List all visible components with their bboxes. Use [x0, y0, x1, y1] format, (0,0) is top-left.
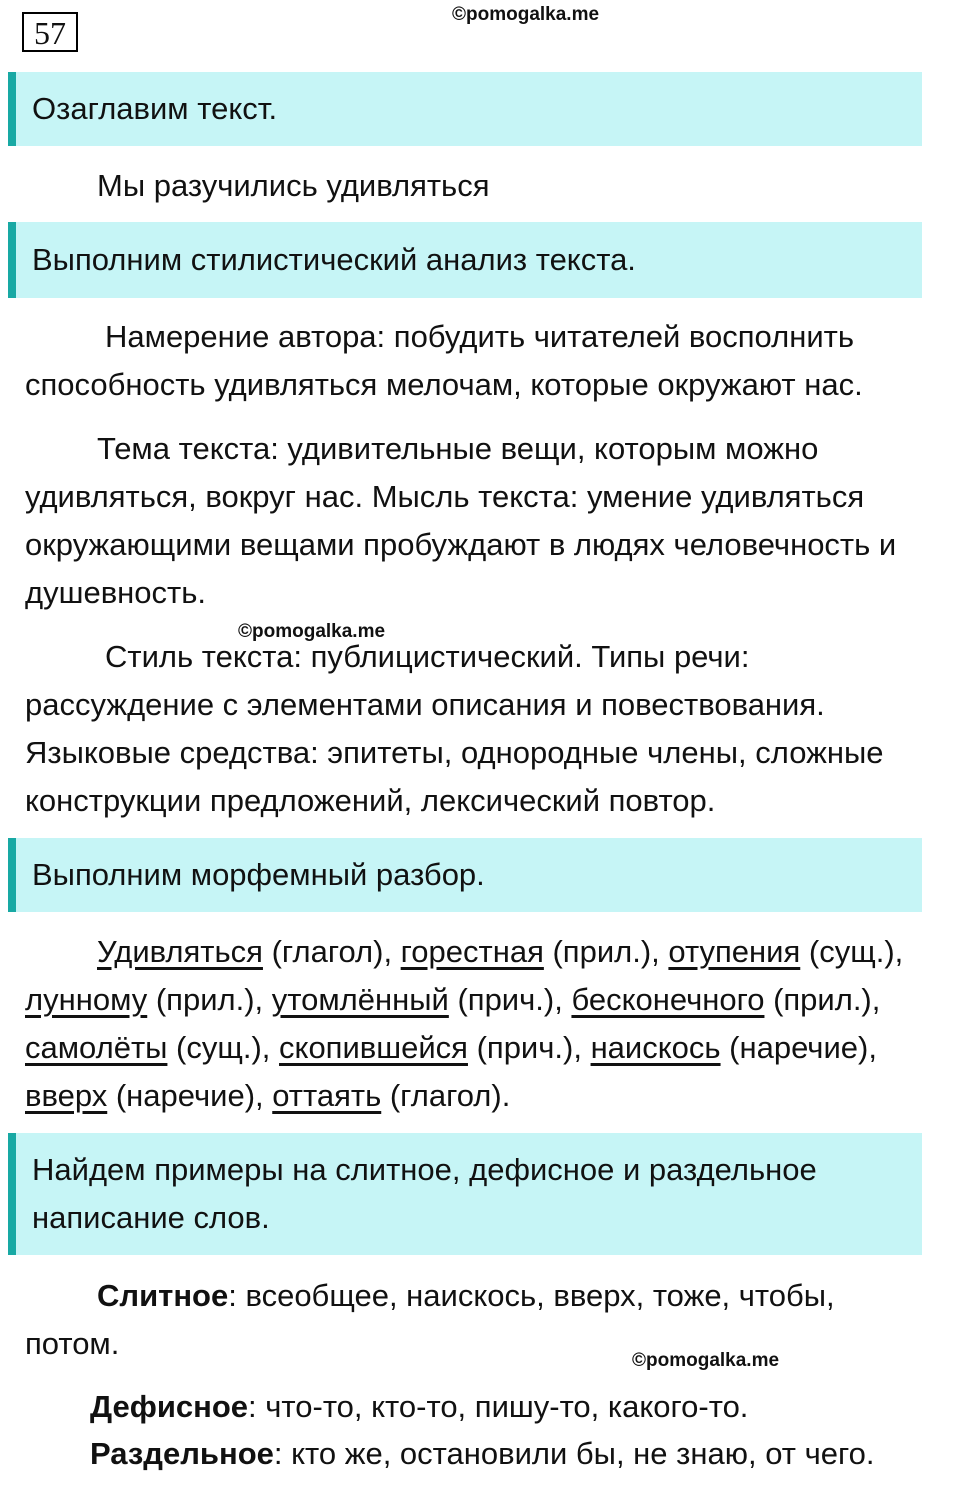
- spelling-merged: [25, 1272, 935, 1368]
- separate-text: : кто же, остановили бы, не знаю, от чего.: [273, 1436, 875, 1471]
- merged-label: Слитное: [97, 1278, 229, 1313]
- watermark-middle: ©pomogalka.me: [238, 621, 386, 642]
- exercise-number: 57: [22, 12, 78, 52]
- heading-spelling-text: Найдем примеры на слитное, дефисное и раздельное написание слов.: [32, 1152, 817, 1235]
- part-of-speech: (сущ.),: [800, 934, 904, 969]
- morpheme-word: скопившейся: [279, 1030, 468, 1065]
- heading-title-text: Озаглавим текст.: [32, 91, 278, 126]
- part-of-speech: (глагол),: [262, 934, 401, 969]
- morpheme-list: [25, 928, 935, 1120]
- morpheme-word: оттаять: [272, 1078, 382, 1113]
- heading-style-analysis-text: Выполним стилистический анализ текста.: [32, 242, 636, 277]
- morpheme-word: бесконечного: [571, 982, 765, 1017]
- merged-text: : всеобщее, наискось, вверх, тоже, чтобы, потом.: [25, 1278, 835, 1361]
- watermark-bottom: ©pomogalka.me: [632, 1350, 780, 1371]
- part-of-speech: (наречие),: [107, 1078, 273, 1113]
- part-of-speech: (прил.),: [543, 934, 669, 969]
- spelling-hyphen: [90, 1383, 940, 1431]
- morpheme-word: лунному: [25, 982, 148, 1017]
- morpheme-word: самолёты: [25, 1030, 168, 1065]
- morpheme-word: наискось: [590, 1030, 721, 1065]
- part-of-speech: (прич.),: [467, 1030, 591, 1065]
- part-of-speech: (глагол).: [381, 1078, 511, 1113]
- morpheme-word: горестная: [400, 934, 544, 969]
- heading-morpheme-text: Выполним морфемный разбор.: [32, 857, 485, 892]
- title-answer: Мы разучились удивляться: [97, 168, 490, 203]
- hyphen-text: : что-то, кто-то, пишу-то, какого-то.: [248, 1389, 749, 1424]
- part-of-speech: (наречие),: [720, 1030, 877, 1065]
- separate-label: Раздельное: [90, 1436, 274, 1471]
- heading-title: [8, 72, 922, 146]
- part-of-speech: (сущ.),: [167, 1030, 280, 1065]
- heading-spelling: [8, 1133, 922, 1255]
- morpheme-word: вверх: [25, 1078, 108, 1113]
- spelling-separate: [90, 1430, 940, 1478]
- morpheme-word: отупения: [668, 934, 801, 969]
- hyphen-label: Дефисное: [90, 1389, 249, 1424]
- paragraph-theme: Тема текста: удивительные вещи, которым можно удивляться, вокруг нас. Мысль текста: умение удивляться окружающими вещами пробуждают в людях человечность и душевность.: [25, 431, 897, 610]
- watermark-top: ©pomogalka.me: [452, 4, 600, 25]
- morpheme-word: утомлённый: [271, 982, 449, 1017]
- morpheme-word: Удивляться: [97, 934, 263, 969]
- part-of-speech: (прич.),: [448, 982, 572, 1017]
- paragraph-style: Стиль текста: публицистический. Типы речи: рассуждение с элементами описания и повествования. Языковые средства: эпитеты, однородные члены, сложные конструкции предложений, лексический повтор.: [25, 639, 884, 818]
- heading-morpheme: [8, 838, 922, 912]
- part-of-speech: (прил.),: [764, 982, 881, 1017]
- paragraph-intent: Намерение автора: побудить читателей восполнить способность удивляться мелочам, которые окружают нас.: [25, 319, 863, 402]
- part-of-speech: (прил.),: [147, 982, 272, 1017]
- heading-style-analysis: [8, 222, 922, 298]
